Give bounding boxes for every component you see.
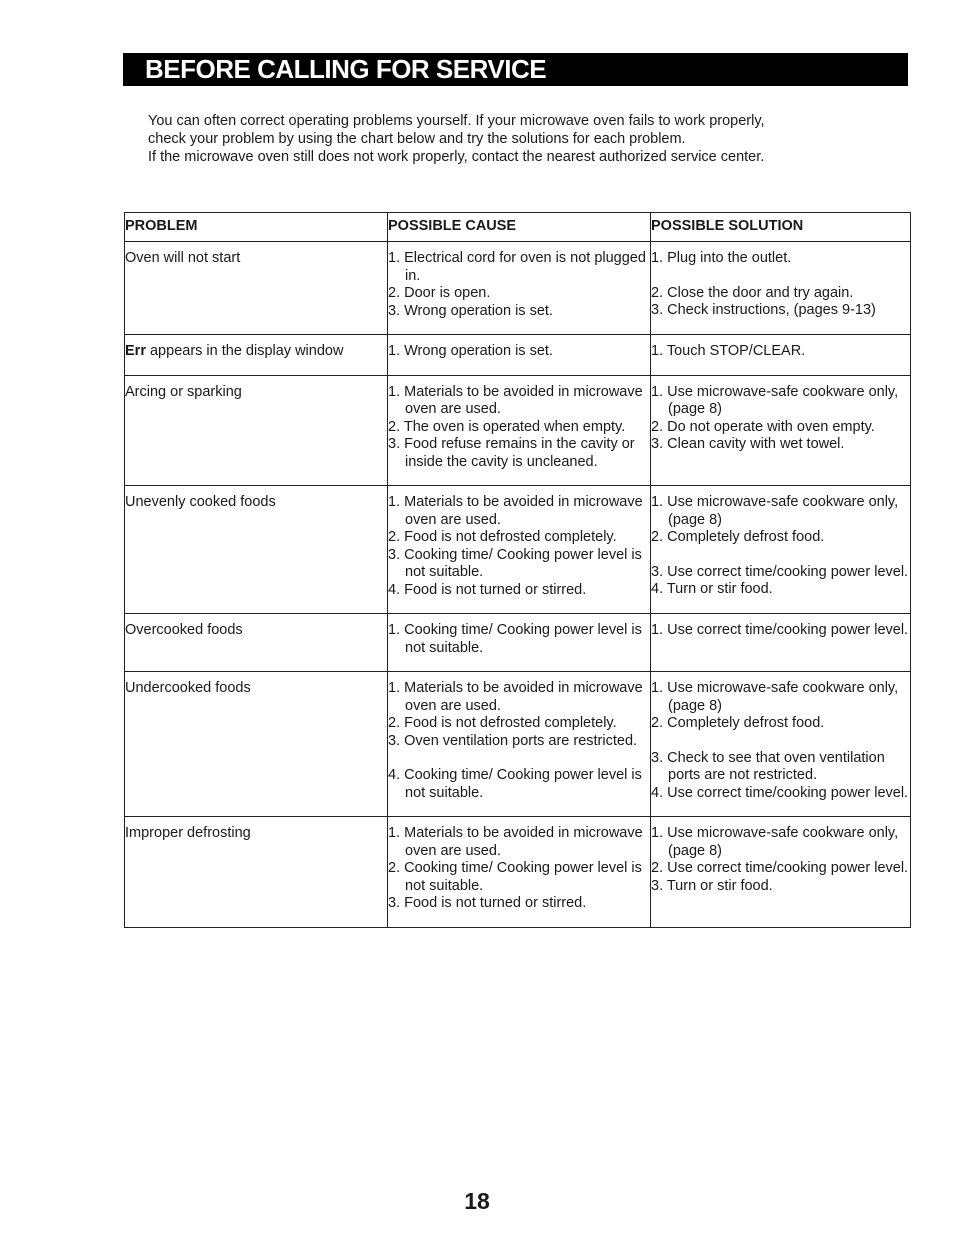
solution-list: [651, 825, 910, 895]
column-header-solution: POSSIBLE SOLUTION: [651, 213, 911, 242]
solution-item: 1. Use microwave-safe cookware only, (page 8): [651, 680, 899, 714]
table-header-row: [125, 213, 911, 242]
table-body: [125, 242, 911, 928]
problem-cell: [125, 335, 388, 376]
cause-cell: [388, 242, 651, 335]
cause-item: 3. Food refuse remains in the cavity or inside the cavity is uncleaned.: [388, 436, 635, 470]
table-row: [125, 817, 911, 928]
cause-list: [388, 622, 650, 657]
solution-item: 2. Completely defrost food.: [651, 529, 825, 545]
solution-list: [651, 250, 910, 320]
troubleshooting-table: [124, 212, 911, 928]
cause-item: 1. Cooking time/ Cooking power level is not suitable.: [388, 622, 642, 656]
table-row: [125, 375, 911, 486]
cause-list: [388, 680, 650, 802]
page-number: 18: [464, 1188, 490, 1214]
cause-item: 3. Oven ventilation ports are restricted.: [388, 732, 638, 749]
cause-list: [388, 384, 650, 472]
cause-item: 1. Materials to be avoided in microwave oven are used.: [388, 494, 643, 528]
intro-line: check your problem by using the chart below and try the solutions for each problem.: [148, 131, 686, 147]
solution-item: 2. Use correct time/cooking power level.: [651, 860, 909, 876]
problem-text: Arcing or sparking: [125, 383, 242, 400]
intro-text: [148, 112, 888, 166]
cause-item: 3. Wrong operation is set.: [388, 302, 553, 319]
problem-cell: [125, 817, 388, 928]
cause-item: 2. The oven is operated when empty.: [388, 418, 626, 435]
cause-cell: [388, 614, 651, 672]
table-row: [125, 672, 911, 817]
solution-cell: [651, 375, 911, 486]
cause-cell: [388, 486, 651, 614]
cause-item: 4. Cooking time/ Cooking power level is not suitable.: [388, 767, 642, 801]
problem-cell: [125, 375, 388, 486]
solution-item: 1. Plug into the outlet.: [651, 250, 792, 266]
solution-cell: [651, 817, 911, 928]
table-row: [125, 486, 911, 614]
column-header-cause: POSSIBLE CAUSE: [388, 213, 651, 242]
problem-text: Improper defrosting: [125, 825, 251, 841]
solution-item: 1. Use microwave-safe cookware only, (page 8): [651, 383, 899, 417]
column-header-problem: PROBLEM: [125, 213, 388, 242]
cause-item: 2. Cooking time/ Cooking power level is not suitable.: [388, 860, 642, 894]
cause-cell: [388, 375, 651, 486]
cause-item: 2. Food is not defrosted completely.: [388, 529, 617, 545]
solution-item: 4. Use correct time/cooking power level.: [651, 784, 909, 801]
solution-item: 1. Use correct time/cooking power level.: [651, 622, 909, 638]
solution-item: 3. Check instructions, (pages 9-13): [651, 302, 876, 318]
cause-item: 1. Electrical cord for oven is not plugged in.: [388, 250, 646, 284]
problem-cell: [125, 672, 388, 817]
solution-item: 3. Check to see that oven ventilation ports are not restricted.: [651, 749, 885, 783]
cause-item: 1. Materials to be avoided in microwave oven are used.: [388, 825, 643, 859]
table-row: [125, 614, 911, 672]
table-row: [125, 242, 911, 335]
problem-text: Oven will not start: [125, 250, 241, 266]
cause-item: 1. Materials to be avoided in microwave oven are used.: [388, 680, 643, 714]
solution-item: 1. Use microwave-safe cookware only, (page 8): [651, 494, 899, 528]
cause-list: [388, 250, 650, 320]
page-title: BEFORE CALLING FOR SERVICE: [123, 53, 908, 86]
solution-item: 2. Close the door and try again.: [651, 284, 854, 301]
cause-list: [388, 343, 650, 361]
solution-cell: [651, 335, 911, 376]
solution-item: 3. Use correct time/cooking power level.: [651, 563, 909, 580]
solution-cell: [651, 672, 911, 817]
solution-cell: [651, 486, 911, 614]
cause-item: 4. Food is not turned or stirred.: [388, 581, 587, 598]
cause-item: 1. Wrong operation is set.: [388, 343, 553, 359]
problem-keyword: Err: [125, 343, 146, 359]
cause-list: [388, 494, 650, 599]
problem-text: Unevenly cooked foods: [125, 494, 276, 510]
solution-item: 4. Turn or stir food.: [651, 581, 773, 597]
solution-item: 2. Do not operate with oven empty.: [651, 418, 875, 435]
cause-item: 3. Food is not turned or stirred.: [388, 895, 587, 911]
problem-cell: [125, 614, 388, 672]
problem-cell: [125, 486, 388, 614]
cause-cell: [388, 335, 651, 376]
solution-cell: [651, 614, 911, 672]
solution-list: [651, 343, 910, 361]
cause-cell: [388, 817, 651, 928]
problem-text: Undercooked foods: [125, 680, 251, 696]
solution-item: 1. Touch STOP/CLEAR.: [651, 343, 806, 359]
solution-item: 3. Turn or stir food.: [651, 877, 773, 894]
solution-list: [651, 384, 910, 454]
cause-item: 2. Food is not defrosted completely.: [388, 715, 617, 731]
problem-cell: [125, 242, 388, 335]
cause-item: 2. Door is open.: [388, 285, 491, 301]
cause-item: 1. Materials to be avoided in microwave oven are used.: [388, 383, 643, 417]
intro-line: You can often correct operating problems yourself. If your microwave oven fails to work properly,: [148, 113, 765, 129]
problem-text: Overcooked foods: [125, 622, 243, 638]
solution-list: [651, 494, 910, 599]
solution-list: [651, 680, 910, 802]
table-row: [125, 335, 911, 376]
intro-line: If the microwave oven still does not work properly, contact the nearest authorized service center.: [148, 149, 765, 165]
cause-cell: [388, 672, 651, 817]
problem-text: appears in the display window: [145, 343, 344, 359]
solution-item: 2. Completely defrost food.: [651, 715, 825, 731]
cause-item: 3. Cooking time/ Cooking power level is not suitable.: [388, 546, 642, 580]
solution-cell: [651, 242, 911, 335]
solution-list: [651, 622, 910, 640]
cause-list: [388, 825, 650, 913]
solution-item: 1. Use microwave-safe cookware only, (page 8): [651, 825, 899, 859]
solution-item: 3. Clean cavity with wet towel.: [651, 436, 845, 452]
